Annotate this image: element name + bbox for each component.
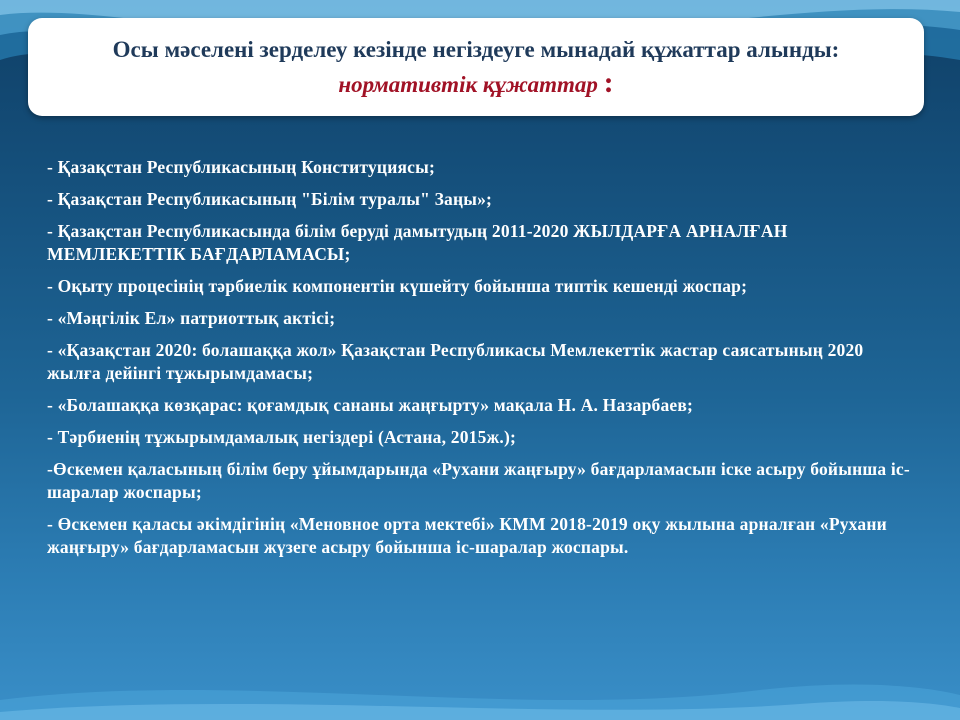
list-item: - «Мәңгілік Ел» патриоттық актісі;: [47, 308, 336, 328]
list-item: - Тәрбиенің тұжырымдамалық негіздері (Астана, 2015ж.);: [47, 427, 517, 447]
slide-subtitle-text: нормативтік құжаттар: [338, 72, 598, 97]
list-item: -Өскемен қаласының білім беру ұйымдарында «Рухани жаңғыру» бағдарламасын іске асыру бойынша іс-шаралар жоспары;: [47, 459, 910, 502]
slide-subtitle-colon: :: [603, 66, 614, 99]
title-box: [28, 18, 924, 116]
slide-title: Осы мәселені зерделеу кезінде негіздеуге мынадай құжаттар алынды:: [112, 37, 840, 62]
list-item: - «Қазақстан 2020: болашаққа жол» Қазақстан Республикасы Мемлекеттік жастар саясатының 2020 жылға дейінгі тұжырымдамасы;: [47, 340, 864, 383]
document-list: [47, 156, 917, 568]
list-item: - Қазақстан Республикасында білім беруді дамытудың 2011-2020 ЖЫЛДАРҒА АРНАЛҒАН МЕМЛЕКЕТТІК БАҒДАРЛАМАСЫ;: [47, 221, 788, 264]
list-item: - Қазақстан Республикасының Конституциясы;: [47, 157, 436, 177]
list-item: - Өскемен қаласы әкімдігінің «Меновное орта мектебі» КММ 2018-2019 оқу жылына арналған «Рухани жаңғыру» бағдарламасын жүзеге асыру бойынша іс-шаралар жоспары.: [47, 514, 887, 557]
list-item: - Қазақстан Республикасының "Білім туралы" Заңы»;: [47, 189, 493, 209]
slide-subtitle: [28, 66, 924, 102]
decorative-waves-bottom: [0, 660, 960, 720]
list-item: - «Болашаққа көзқарас: қоғамдық сананы жаңғырту» мақала Н. А. Назарбаев;: [47, 395, 694, 415]
list-item: - Оқыту процесінің тәрбиелік компонентін күшейту бойынша типтік кешенді жоспар;: [47, 276, 748, 296]
